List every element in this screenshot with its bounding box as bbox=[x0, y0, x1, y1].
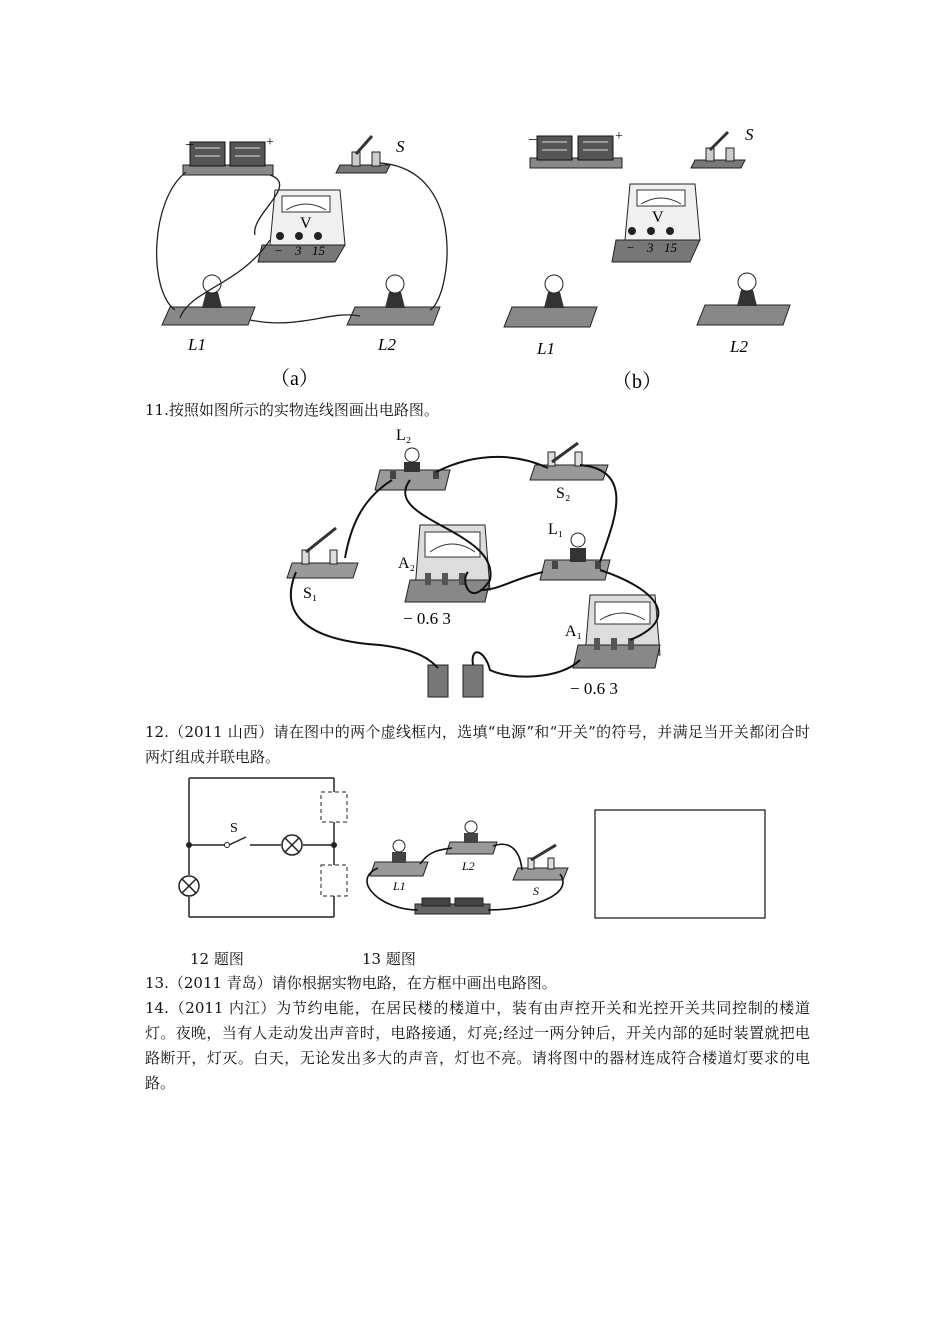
q11-ammeter-a2 bbox=[398, 525, 490, 628]
q13-caption: 13 题图 bbox=[362, 950, 416, 968]
figure-b bbox=[504, 125, 790, 393]
q13-switch-label: S bbox=[533, 884, 539, 898]
battery-b bbox=[528, 129, 623, 168]
q11-switch-s1 bbox=[287, 528, 358, 602]
battery-minus-b: − bbox=[528, 132, 538, 149]
question-12-text: 12.（2011 山西）请在图中的两个虚线框内，选填“电源”和“开关”的符号，并满足当开关都闭合时两灯组成并联电路。 bbox=[145, 723, 810, 766]
figure-b-label: （b） bbox=[612, 371, 662, 393]
q13-lamp-l2 bbox=[446, 821, 497, 873]
q11-lamp2-label: L₂ bbox=[396, 427, 412, 444]
q12-caption: 12 题图 bbox=[190, 950, 244, 968]
q11-lamp-l2 bbox=[375, 427, 450, 490]
terminal-minus-a: − bbox=[275, 243, 283, 258]
terminal-15-b: 15 bbox=[664, 240, 677, 255]
voltmeter-a bbox=[258, 190, 345, 262]
battery-minus-a: − bbox=[185, 137, 195, 154]
lamp2-label-a: L2 bbox=[378, 335, 396, 354]
lamp-l1-a bbox=[162, 275, 255, 354]
terminal-minus-b: − bbox=[627, 240, 635, 255]
q12-switch-label: S bbox=[230, 821, 238, 836]
question-11-text: 11.按照如图所示的实物连线图画出电路图。 bbox=[145, 401, 439, 419]
terminal-3-b: 3 bbox=[647, 240, 654, 255]
q13-physical-circuit bbox=[367, 821, 568, 914]
q11-switch2-label: S₂ bbox=[556, 485, 571, 502]
terminal-3-a: 3 bbox=[295, 243, 302, 258]
lamp1-label-a: L1 bbox=[188, 335, 206, 354]
wire-a-4 bbox=[250, 315, 360, 323]
voltmeter-symbol-a: V bbox=[300, 215, 312, 232]
q11-lamp-l1 bbox=[540, 521, 610, 580]
q13-lamp2-label: L2 bbox=[462, 859, 475, 873]
q12-lamp-left bbox=[179, 876, 199, 896]
q12-dashed-box-bottom bbox=[321, 865, 347, 896]
q13-lamp1-label: L1 bbox=[393, 879, 406, 893]
q11-switch-s2 bbox=[530, 443, 608, 502]
q13-battery bbox=[415, 898, 490, 914]
voltmeter-symbol-b: V bbox=[652, 209, 664, 226]
q11-switch1-label: S₁ bbox=[303, 585, 318, 602]
switch-b bbox=[691, 125, 754, 168]
voltmeter-b bbox=[612, 184, 700, 262]
lamp-l2-b bbox=[697, 273, 790, 356]
figure-q12-q13 bbox=[0, 770, 950, 940]
q13-answer-box[interactable] bbox=[595, 810, 765, 918]
battery-plus-b: + bbox=[615, 129, 623, 144]
q11-batteries bbox=[428, 665, 483, 697]
figure-q11-circuit bbox=[0, 427, 950, 710]
lamp1-label-b: L1 bbox=[537, 339, 555, 358]
wire-a-3 bbox=[180, 240, 270, 318]
q11-ammeter-a1 bbox=[565, 595, 660, 698]
q12-dashed-box-top bbox=[321, 792, 347, 822]
q11-ammeter2-label: A₂ bbox=[398, 555, 416, 572]
q11-ammeter1-terminals: − 0.6 3 bbox=[570, 679, 618, 698]
battery-plus-a: + bbox=[266, 135, 274, 150]
switch-label-b: S bbox=[745, 125, 754, 144]
lamp-l1-b bbox=[504, 275, 597, 358]
figure-voltmeter-circuits bbox=[0, 0, 950, 400]
lamp-l2-a bbox=[347, 275, 440, 354]
figure-a-label: （a） bbox=[270, 368, 319, 390]
q13-lamp-l1 bbox=[370, 840, 428, 893]
lamp2-label-b: L2 bbox=[730, 337, 748, 356]
q11-ammeter1-label: A₁ bbox=[565, 623, 583, 640]
question-13-text: 13.（2011 青岛）请你根据实物电路，在方框中画出电路图。 bbox=[145, 974, 557, 992]
q11-ammeter2-terminals: − 0.6 3 bbox=[403, 609, 451, 628]
q11-lamp1-label: L₁ bbox=[548, 521, 564, 538]
switch-label-a: S bbox=[396, 137, 405, 156]
figure-a bbox=[157, 135, 447, 390]
wire-a-1 bbox=[157, 172, 186, 310]
switch-a bbox=[336, 136, 405, 173]
q12-lamp-right bbox=[282, 835, 302, 855]
question-14-text: 14.（2011 内江）为节约电能，在居民楼的楼道中，装有由声控开关和光控开关共同控制的楼道灯。夜晚，当有人走动发出声音时，电路接通，灯亮;经过一两分钟后，开关内部的延时装置就把电路断开，灯灭。白天，无论发出多大的声音，灯也不亮。请将图中的器材连成符合楼道灯要求的电路。 bbox=[145, 999, 810, 1092]
q12-schematic bbox=[179, 778, 347, 917]
terminal-15-a: 15 bbox=[312, 243, 325, 258]
battery-a bbox=[183, 135, 274, 175]
